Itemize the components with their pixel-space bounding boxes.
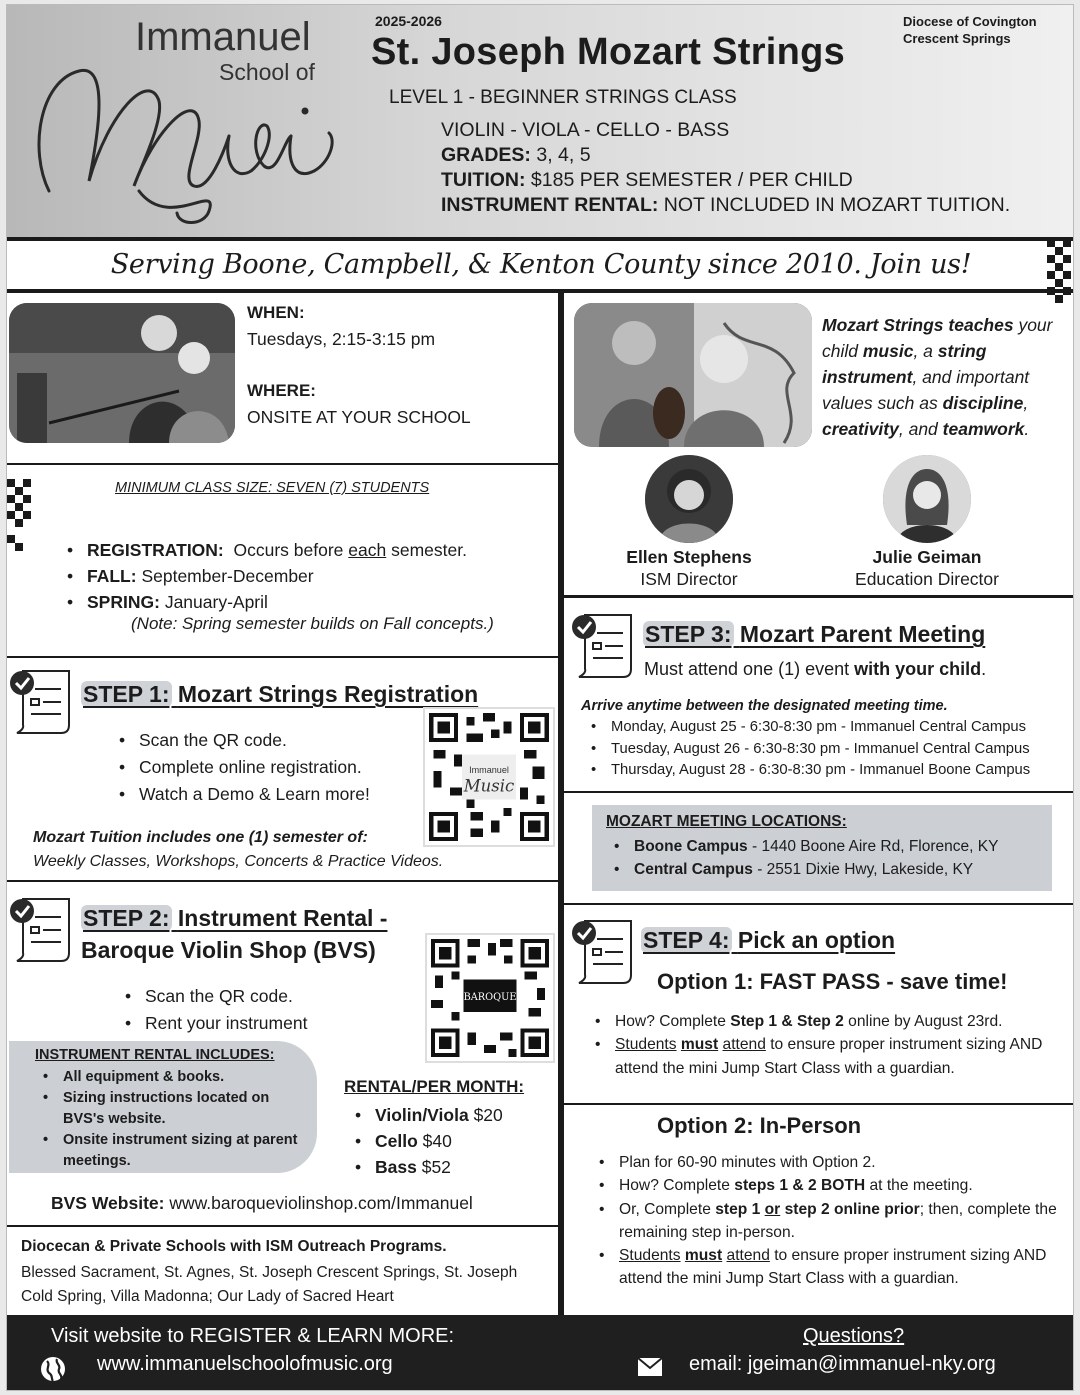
checklist-icon (571, 611, 637, 681)
mail-icon (637, 1357, 663, 1377)
list-item (353, 1128, 503, 1154)
step4-title-text: Pick an option (737, 927, 896, 953)
staff-role: ISM Director (640, 569, 738, 589)
step3-label: STEP 3: (645, 621, 732, 647)
divider (7, 463, 558, 465)
rental-price-list (353, 1102, 503, 1180)
step1-title (81, 681, 478, 708)
blurb-part: creativity (822, 419, 899, 439)
grades-value: 3, 4, 5 (536, 144, 591, 166)
opt-text: must (684, 1247, 723, 1265)
step3-title-text: Mozart Parent Meeting (739, 621, 986, 647)
opt-text: attend (726, 1247, 770, 1265)
tuition-includes-body: Weekly Classes, Workshops, Concerts & Practice Videos. (33, 853, 444, 870)
location-name: Central Campus (634, 861, 753, 878)
checker-decoration-icon (7, 479, 33, 551)
instrument-price: $20 (473, 1105, 503, 1125)
checklist-icon (9, 895, 75, 965)
opt-text: Or, Complete (619, 1200, 711, 1218)
list-item (65, 563, 467, 589)
step3-title (643, 621, 985, 648)
step2-label: STEP 2: (83, 905, 170, 931)
location-address: - 2551 Dixie Hwy, Lakeside, KY (757, 861, 974, 878)
list-item: • Tuesday, August 26 - 6:30-8:30 pm - Immanuel Central Campus (589, 739, 1030, 761)
divider (564, 595, 1074, 598)
blurb-part: teamwork (942, 419, 1025, 439)
flyer-page (6, 4, 1074, 1391)
blurb-part: discipline (942, 393, 1024, 413)
step3-sub-a: Must attend one (1) event (644, 659, 850, 679)
spring-value: January-April (164, 592, 268, 612)
opt-text: Step 1 & Step 2 (730, 1013, 844, 1030)
rental-line (441, 193, 1010, 218)
diocese-line2: Crescent Springs (903, 31, 1011, 46)
list-item (593, 1033, 1053, 1080)
blurb-part: , (1023, 393, 1029, 413)
class-level: LEVEL 1 - BEGINNER STRINGS CLASS (389, 87, 737, 108)
schedule-list (65, 537, 467, 615)
bvs-website-label: BVS Website: (51, 1193, 165, 1213)
step3-sub-c: . (981, 659, 987, 679)
avatar (883, 455, 971, 543)
checker-decoration-icon (1047, 239, 1073, 311)
when-value: Tuesdays, 2:15-3:15 pm (247, 329, 436, 349)
list-item (597, 1244, 1057, 1291)
registration-pre: Occurs before (233, 540, 344, 560)
step4-label: STEP 4: (643, 927, 730, 953)
portrait-ellen (645, 455, 733, 543)
step1-list (117, 727, 370, 808)
instruments-line: VIOLIN - VIOLA - CELLO - BASS (441, 119, 730, 141)
avatar (645, 455, 733, 543)
tuition-label: TUITION: (441, 169, 526, 191)
step2-title-line1: Instrument Rental - (177, 905, 388, 931)
school-year: 2025-2026 (375, 13, 442, 29)
blurb-part: string instrument (822, 341, 987, 387)
list-item (612, 835, 998, 858)
tuition-line (441, 168, 1010, 193)
opt-text: complete the remaining step in-person. (619, 1200, 1057, 1241)
tuition-value: $185 PER SEMESTER / PER CHILD (530, 169, 853, 191)
fall-label: FALL: (87, 566, 137, 586)
spring-note: (Note: Spring semester builds on Fall concepts.) (131, 614, 494, 633)
checklist-icon (571, 917, 637, 987)
opt-text: must (680, 1036, 719, 1054)
registration-qr-code[interactable] (425, 709, 553, 845)
students-violin-photo (9, 303, 235, 443)
school-logo (19, 11, 359, 233)
list-item (593, 1010, 1053, 1033)
qr-logo-text: BAROQUE (463, 992, 517, 1004)
opt-text: steps 1 & 2 BOTH (734, 1177, 866, 1195)
when-label: WHEN: (247, 303, 305, 322)
staff-role: Education Director (855, 569, 999, 589)
divider (564, 791, 1074, 793)
list-item: • Complete online registration. (117, 754, 370, 781)
footer (7, 1315, 1074, 1391)
rental-includes-list (43, 1067, 303, 1172)
blurb-part: your child (822, 315, 1053, 361)
staff-name: Julie Geiman (872, 547, 982, 567)
blurb-part: , and (898, 419, 938, 439)
list-item: • Watch a Demo & Learn more! (117, 781, 370, 808)
diocese-info (903, 13, 1037, 47)
where-value: ONSITE AT YOUR SCHOOL (247, 407, 471, 427)
rental-label: INSTRUMENT RENTAL: (441, 194, 659, 216)
list-item: • Monday, August 25 - 6:30-8:30 pm - Immanuel Central Campus (589, 717, 1030, 739)
divider (564, 1103, 1074, 1105)
rental-includes-box (9, 1041, 317, 1173)
locations-list (612, 835, 998, 881)
staff-name: Ellen Stephens (626, 547, 752, 567)
list-item (612, 858, 998, 881)
header (7, 5, 1074, 237)
blurb-part: . (1024, 419, 1030, 439)
globe-icon (39, 1355, 67, 1383)
step2-title (81, 905, 387, 932)
qr-logo-text2: Music (463, 776, 515, 796)
list-item: • All equipment & books. (43, 1067, 303, 1088)
instrument-name: Bass (375, 1157, 417, 1177)
opt-text: How? Complete (615, 1013, 726, 1030)
blurb-part: , and important values such as (822, 367, 1030, 413)
instrument-price: $40 (422, 1131, 452, 1151)
grades-line (441, 143, 1010, 168)
opt-text: step 2 online prior (784, 1200, 920, 1218)
opt-text: Students (619, 1247, 681, 1265)
opt-text: or (764, 1200, 781, 1218)
mozart-description (822, 312, 1062, 442)
logo-immanuel: Immanuel (135, 15, 311, 59)
portrait-julie (883, 455, 971, 543)
class-details (441, 118, 1010, 218)
divider (564, 903, 1074, 905)
blurb-part: Mozart Strings teaches (822, 315, 1014, 335)
location-name: Boone Campus (634, 838, 748, 855)
opt-text: to ensure proper instrument sizing AND attend the mini Jump Start Class with a guardian. (615, 1036, 1043, 1077)
footer-questions: Questions? (803, 1325, 905, 1347)
footer-website-link[interactable]: www.immanuelschoolofmusic.org (97, 1353, 393, 1375)
list-item: • Thursday, August 28 - 6:30-8:30 pm - Immanuel Boone Campus (589, 760, 1030, 782)
divider (7, 1225, 558, 1227)
divider (7, 656, 558, 658)
footer-visit-text: Visit website to REGISTER & LEARN MORE: (51, 1325, 455, 1347)
rental-per-month-title: RENTAL/PER MONTH: (344, 1077, 525, 1096)
list-item (597, 1174, 1057, 1197)
outreach-title: Diocecan & Private Schools with ISM Outreach Programs. (21, 1238, 447, 1255)
step3-sub-b: with your child (854, 659, 982, 679)
rental-includes-title: INSTRUMENT RENTAL INCLUDES: (35, 1047, 275, 1063)
minimum-class-size: MINIMUM CLASS SIZE: SEVEN (7) STUDENTS (115, 480, 430, 496)
music-script-icon (19, 41, 349, 233)
tuition-includes-title: Mozart Tuition includes one (1) semester of: (33, 829, 368, 846)
locations-title: MOZART MEETING LOCATIONS: (606, 813, 847, 830)
spring-label: SPRING: (87, 592, 160, 612)
location-address: - 1440 Boone Aire Rd, Florence, KY (752, 838, 999, 855)
step3-subtitle (644, 659, 986, 680)
list-item: • Scan the QR code. (117, 727, 370, 754)
opt-text: online by August 23rd. (848, 1013, 1003, 1030)
logo-school-of: School of (219, 59, 315, 85)
step1-title-text: Mozart Strings Registration (177, 681, 479, 707)
list-item (353, 1154, 503, 1180)
diocese-line1: Diocese of Covington (903, 14, 1037, 29)
registration-each: each (348, 540, 387, 560)
meeting-locations-box (592, 805, 1052, 891)
rental-value: NOT INCLUDED IN MOZART TUITION. (663, 194, 1011, 216)
opt-text: ; then, (919, 1200, 964, 1218)
option1-list (593, 1010, 1053, 1080)
where-label: WHERE: (247, 381, 316, 400)
rental-qr-code[interactable] (427, 935, 553, 1061)
step2-title-line2: Baroque Violin Shop (BVS) (81, 937, 376, 963)
qr-pattern (431, 939, 549, 1057)
option2-title: Option 2: In-Person (657, 1113, 862, 1138)
list-item: • Plan for 60-90 minutes with Option 2. (597, 1151, 1057, 1174)
opt-text: attend (722, 1036, 766, 1054)
opt-text: step 1 (715, 1200, 761, 1218)
column-divider (558, 293, 564, 1315)
list-item (65, 537, 467, 563)
qr-pattern (429, 713, 549, 841)
blurb-part: , a (913, 341, 933, 361)
blurb-part: music (862, 341, 914, 361)
meeting-list (589, 717, 1030, 782)
footer-email-link[interactable]: email: jgeiman@immanuel-nky.org (689, 1353, 996, 1375)
photo-illustration (9, 303, 235, 443)
list-item: • Onsite instrument sizing at parent meetings. (43, 1130, 303, 1172)
bvs-website-link[interactable]: www.baroqueviolinshop.com/Immanuel (169, 1193, 473, 1213)
outreach-schools: Blessed Sacrament, St. Agnes, St. Joseph Crescent Springs, St. Joseph Cold Spring, Villa Madonna; Our Lady of Sacred Heart (21, 1264, 518, 1305)
fall-value: September-December (141, 566, 314, 586)
opt-text: to ensure proper instrument sizing AND attend the mini Jump Start Class with a guardian. (619, 1247, 1047, 1288)
step4-title (641, 927, 895, 954)
opt-text: How? Complete (619, 1177, 730, 1195)
list-item (65, 589, 467, 615)
tagline-bar (7, 237, 1074, 293)
instrument-name: Violin/Viola (375, 1105, 469, 1125)
arrive-note: Arrive anytime between the designated meeting time. (581, 698, 948, 714)
list-item: • Rent your instrument (123, 1010, 307, 1037)
grades-label: GRADES: (441, 144, 531, 166)
instrument-name: Cello (375, 1131, 418, 1151)
list-item (597, 1198, 1057, 1245)
opt-text: at the meeting. (869, 1177, 973, 1195)
smiling-students-photo (574, 303, 812, 447)
list-item: • Sizing instructions located on BVS's website. (43, 1088, 303, 1130)
list-item: • Scan the QR code. (123, 983, 307, 1010)
instrument-price: $52 (421, 1157, 451, 1177)
page-title: St. Joseph Mozart Strings (371, 31, 846, 73)
option1-title: Option 1: FAST PASS - save time! (657, 969, 1008, 994)
option2-list (597, 1151, 1057, 1291)
step2-list (123, 983, 307, 1037)
photo-illustration (574, 303, 812, 447)
tagline: Serving Boone, Campbell, & Kenton County since 2010. Join us! (110, 249, 972, 280)
list-item (353, 1102, 503, 1128)
qr-logo-text1: Immanuel (469, 764, 509, 775)
step1-label: STEP 1: (83, 681, 170, 707)
bvs-website (51, 1193, 473, 1214)
divider (7, 880, 558, 882)
checklist-icon (9, 667, 75, 737)
registration-label: REGISTRATION: (87, 540, 224, 560)
opt-text: Students (615, 1036, 677, 1054)
registration-post: semester. (391, 540, 467, 560)
